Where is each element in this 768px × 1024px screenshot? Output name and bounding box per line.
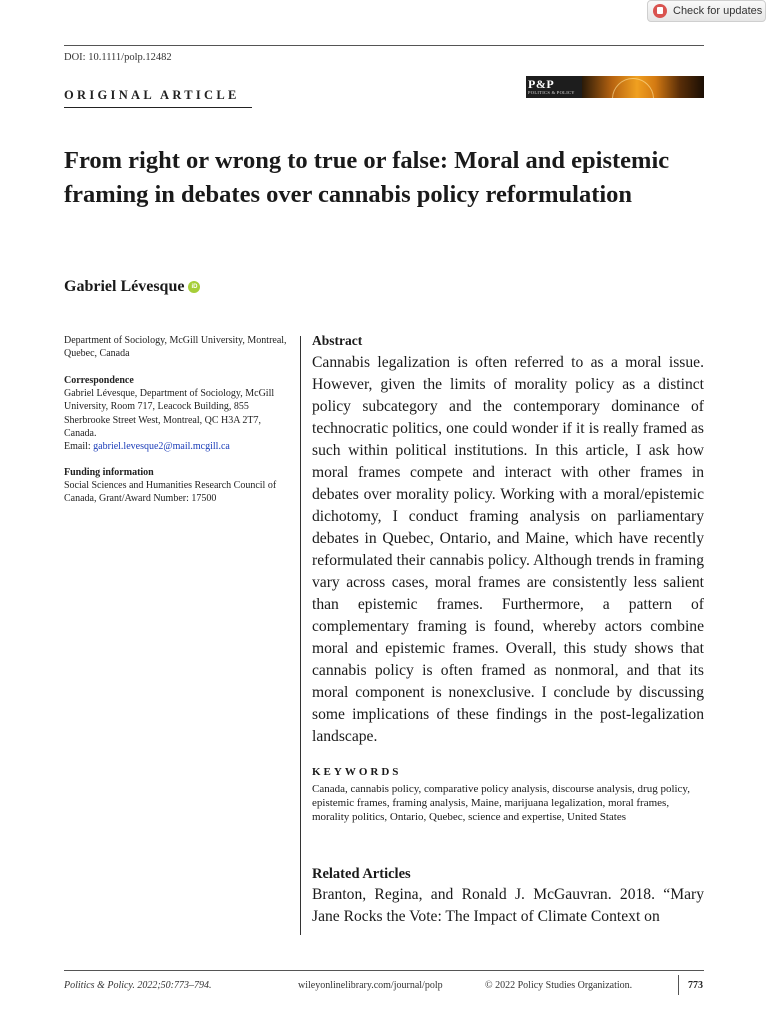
correspondence-heading: Correspondence [64, 375, 134, 386]
correspondence-text: Gabriel Lévesque, Department of Sociology, McGill University, Room 717, Leacock Building, 855 Sherbrooke Street West, Montreal, QC H3A 2T7, Canada. [64, 388, 275, 439]
funding-text: Social Sciences and Humanities Research Council of Canada, Grant/Award Number: 17500 [64, 480, 277, 505]
journal-logo-name: POLITICS & POLICY [528, 90, 575, 95]
footer-copyright: © 2022 Policy Studies Organization. [485, 980, 633, 991]
globe-image [582, 76, 704, 98]
email-link[interactable]: gabriel.levesque2@mail.mcgill.ca [93, 441, 230, 453]
footer-journal: Politics & Policy. 2022;50:773–794. [64, 980, 212, 991]
check-for-updates-label: Check for updates [673, 5, 763, 17]
funding-information [64, 466, 294, 506]
keywords-text: Canada, cannabis policy, comparative policy analysis, discourse analysis, drug policy, epistemic frames, framing analysis, Maine, marijuana legalization, moral frames, morality politics, Ontario, Quebec, science and expertise, United States [312, 783, 690, 823]
abstract-heading: Abstract [312, 333, 363, 348]
header-rule [64, 45, 704, 46]
doi: DOI: 10.1111/polp.12482 [64, 52, 172, 63]
journal-logo [526, 76, 704, 98]
article-type-underline [64, 107, 252, 108]
related-articles-text: Branton, Regina, and Ronald J. McGauvran. 2018. “Mary Jane Rocks the Vote: The Impact of Climate Context on [312, 886, 704, 925]
correspondence [64, 374, 294, 453]
footer-divider [678, 975, 679, 995]
page-number: 773 [688, 980, 703, 991]
funding-heading: Funding information [64, 467, 154, 478]
email-label: Email: [64, 441, 91, 453]
keywords-heading: KEYWORDS [312, 766, 402, 778]
article-title: From right or wrong to true or false: Moral and epistemic framing in debates over cannabis policy reformulation [64, 147, 670, 208]
column-divider [300, 336, 301, 935]
footer-url[interactable]: wileyonlinelibrary.com/journal/polp [298, 980, 443, 991]
bookmark-icon [653, 4, 667, 18]
affiliation: Department of Sociology, McGill University, Montreal, Quebec, Canada [64, 335, 287, 360]
journal-logo-abbr: P&P [528, 77, 555, 91]
author-name[interactable]: Gabriel Lévesque [64, 278, 185, 295]
related-articles-heading: Related Articles [312, 866, 411, 882]
abstract-text: Cannabis legalization is often referred to as a moral issue. However, given the limits of morality policy as a distinct policy subcategory and the contemporary dominance of technocratic politics, one could wonder if it is really framed as such within political institutions. In this article, I ask how moral frames compete and interact with other frames in debates over morality policy. Working with a moral/epistemic dichotomy, I conduct framing analysis on parliamentary debates in Quebec, Ontario, and Maine, which have recently reformulated their cannabis policy. Although trends in framing vary across cases, moral frames are consistently less salient than epistemic frames. Furthermore, a pattern of complementary framing is found, whereby actors combine moral and epistemic frames. Overall, this study shows that cannabis policy is often framed as nonmoral, and that its moral component is nonexclusive. I conclude by discussing some implications of these findings in the post-legalization landscape. [312, 354, 704, 745]
article-type: ORIGINAL ARTICLE [64, 88, 240, 102]
orcid-icon[interactable]: iD [188, 281, 200, 293]
check-for-updates-button[interactable] [647, 0, 766, 22]
footer-rule [64, 970, 704, 971]
author [64, 278, 200, 296]
